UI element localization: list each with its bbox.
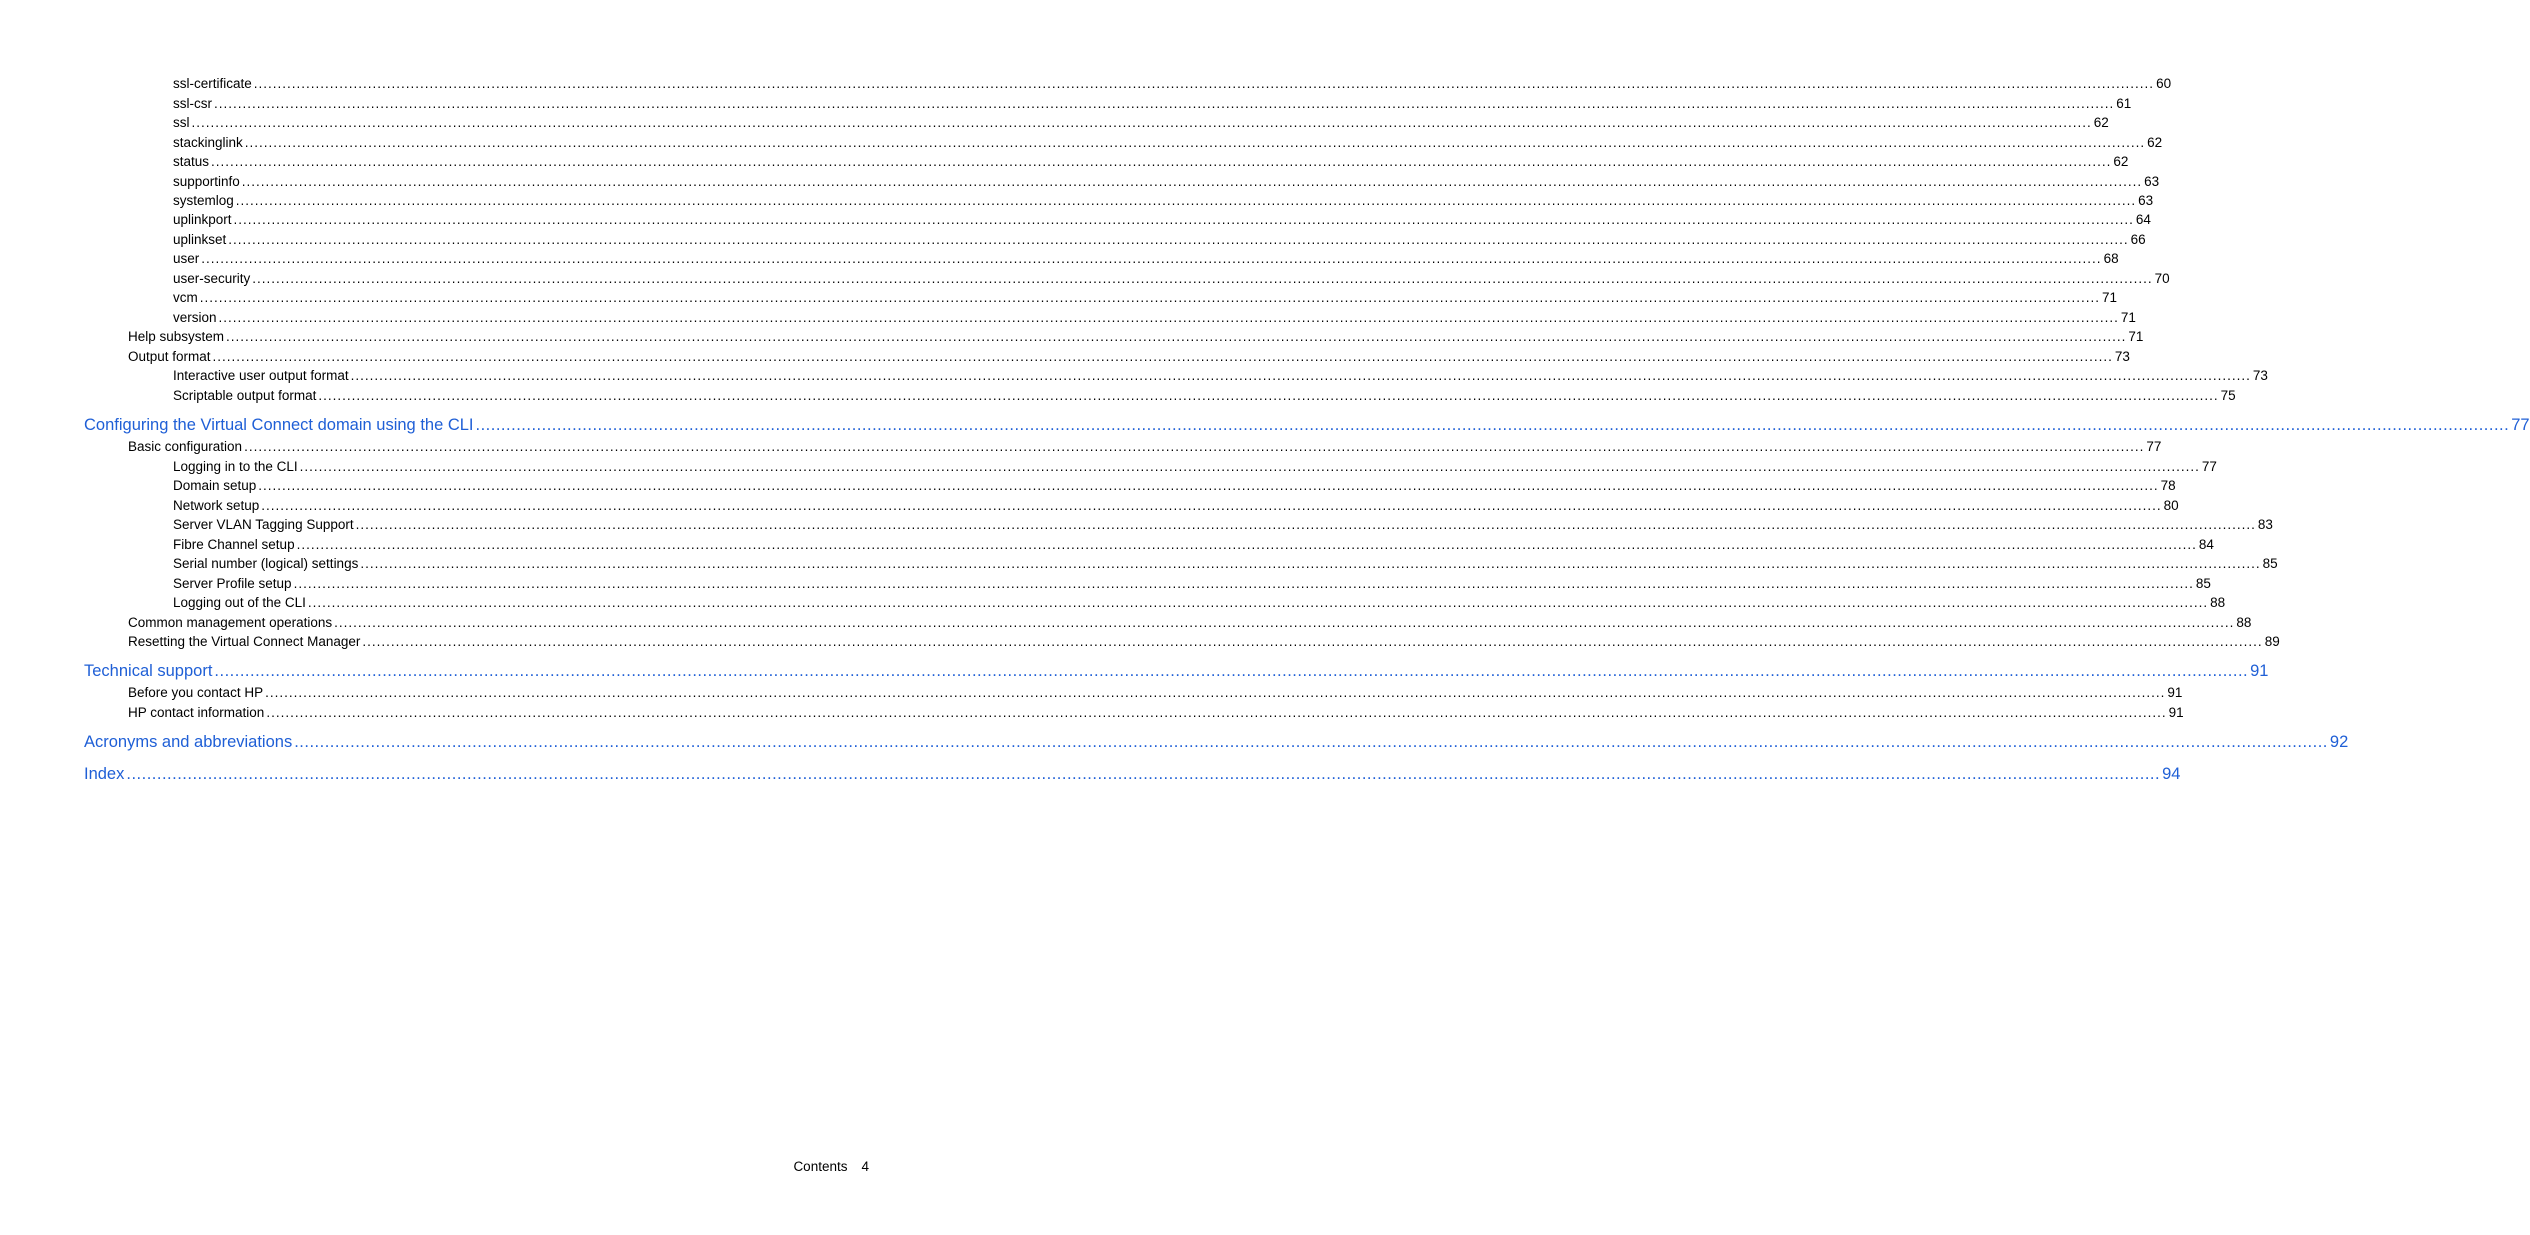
toc-entry-page: 94 [2162,765,2181,783]
toc-entry-title: Help subsystem [128,329,225,344]
toc-dot-leader: ................................................................................................................................................................................................................................................................................................................................................................................................................ [362,634,2263,649]
toc-entry[interactable] [84,733,2349,752]
toc-entry-title: status [173,154,210,169]
toc-dot-leader: ................................................................................................................................................................................................................................................................................................................................................................................................................ [228,232,2129,247]
toc-entry[interactable] [128,705,2184,720]
toc-entry[interactable] [173,154,2129,169]
toc-entry[interactable] [173,251,2119,266]
toc-entry-title: Common management operations [128,615,333,630]
toc-entry[interactable] [173,388,2236,403]
toc-entry[interactable] [173,271,2170,286]
toc-entry-page: 73 [2252,368,2268,383]
toc-entry-page: 77 [2511,416,2530,434]
toc-dot-leader: ................................................................................................................................................................................................................................................................................................................................................................................................................ [244,135,2146,150]
toc-dot-leader: ................................................................................................................................................................................................................................................................................................................................................................................................................ [191,115,2092,130]
toc-entry-title: Server Profile setup [173,576,292,591]
toc-entry-page: 71 [2120,310,2136,325]
toc-dot-leader: ................................................................................................................................................................................................................................................................................................................................................................................................................ [126,765,2161,783]
toc-entry-page: 92 [2329,733,2349,751]
toc-entry[interactable] [173,478,2176,493]
toc-entry[interactable] [173,174,2160,189]
toc-entry-title: Acronyms and abbreviations [84,733,293,751]
toc-entry-page: 77 [2201,459,2217,474]
toc-entry-title: HP contact information [128,705,265,720]
toc-entry-title: Interactive user output format [173,368,349,383]
toc-entry[interactable] [173,310,2136,325]
toc-entry-page: 62 [2093,115,2109,130]
toc-entry[interactable] [173,368,2268,383]
toc-entry-page: 88 [2236,615,2252,630]
footer-label: Contents [793,1159,848,1174]
toc-dot-leader: ................................................................................................................................................................................................................................................................................................................................................................................................................ [261,498,2162,513]
toc-entry-title: Scriptable output format [173,388,317,403]
toc-entry-page: 85 [2262,556,2278,571]
toc-entry-title: Server VLAN Tagging Support [173,517,354,532]
toc-entry-title: Before you contact HP [128,685,264,700]
toc-entry[interactable] [173,193,2154,208]
toc-dot-leader: ................................................................................................................................................................................................................................................................................................................................................................................................................ [265,685,2166,700]
toc-entry-title: systemlog [173,193,234,208]
toc-entry-page: 78 [2160,478,2176,493]
toc-entry-page: 91 [2167,685,2183,700]
toc-entry-page: 71 [2102,290,2118,305]
toc-entry-title: Logging out of the CLI [173,595,306,610]
toc-dot-leader: ................................................................................................................................................................................................................................................................................................................................................................................................................ [241,174,2143,189]
toc-entry-page: 64 [2135,212,2151,227]
toc-entry[interactable] [173,576,2211,591]
toc-entry-page: 63 [2138,193,2154,208]
toc-dot-leader: ................................................................................................................................................................................................................................................................................................................................................................................................................ [318,388,2219,403]
toc-dot-leader: ................................................................................................................................................................................................................................................................................................................................................................................................................ [334,615,2235,630]
toc-dot-leader: ................................................................................................................................................................................................................................................................................................................................................................................................................ [212,349,2113,364]
toc-dot-leader: ................................................................................................................................................................................................................................................................................................................................................................................................................ [294,733,2328,751]
toc-dot-leader: ................................................................................................................................................................................................................................................................................................................................................................................................................ [258,478,2159,493]
toc-entry[interactable] [128,634,2280,649]
toc-entry-page: 70 [2154,271,2170,286]
toc-dot-leader: ................................................................................................................................................................................................................................................................................................................................................................................................................ [299,459,2200,474]
toc-entry[interactable] [84,765,2181,784]
toc-dot-leader: ................................................................................................................................................................................................................................................................................................................................................................................................................ [355,517,2256,532]
toc-entry[interactable] [128,685,2183,700]
toc-entry-page: 88 [2210,595,2226,610]
toc-dot-leader: ................................................................................................................................................................................................................................................................................................................................................................................................................ [226,329,2127,344]
toc-entry-page: 83 [2257,517,2273,532]
toc-entry-title: Basic configuration [128,439,243,454]
toc-entry-title: ssl [173,115,190,130]
toc-entry-title: user-security [173,271,251,286]
toc-entry[interactable] [173,517,2273,532]
toc-entry-page: 62 [2113,154,2129,169]
toc-entry-page: 60 [2156,76,2172,91]
toc-entry-page: 71 [2128,329,2144,344]
toc-entry-page: 84 [2198,537,2214,552]
toc-dot-leader: ................................................................................................................................................................................................................................................................................................................................................................................................................ [233,212,2134,227]
toc-dot-leader: ................................................................................................................................................................................................................................................................................................................................................................................................................ [235,193,2137,208]
toc-dot-leader: ................................................................................................................................................................................................................................................................................................................................................................................................................ [293,576,2194,591]
toc-entry-title: Serial number (logical) settings [173,556,359,571]
toc-dot-leader: ................................................................................................................................................................................................................................................................................................................................................................................................................ [360,556,2261,571]
toc-entry-title: Configuring the Virtual Connect domain using the CLI [84,416,474,434]
toc-entry-title: user [173,251,200,266]
toc-entry-title: Logging in to the CLI [173,459,298,474]
toc-entry-title: stackinglink [173,135,243,150]
toc-entry-title: ssl-certificate [173,76,252,91]
toc-entry-title: uplinkport [173,212,232,227]
toc-entry-title: version [173,310,217,325]
toc-entry[interactable] [173,498,2179,513]
toc-entry-page: 61 [2116,96,2132,111]
toc-entry[interactable] [173,595,2226,610]
toc-dot-leader: ................................................................................................................................................................................................................................................................................................................................................................................................................ [266,705,2167,720]
toc-entry-title: Output format [128,349,211,364]
toc-entry-page: 63 [2144,174,2160,189]
toc-entry[interactable] [84,416,2530,435]
toc-entry[interactable] [128,615,2252,630]
toc-entry[interactable] [173,96,2132,111]
toc-dot-leader: ................................................................................................................................................................................................................................................................................................................................................................................................................ [244,439,2145,454]
toc-entry[interactable] [173,290,2118,305]
toc-dot-leader: ................................................................................................................................................................................................................................................................................................................................................................................................................ [218,310,2119,325]
toc-dot-leader: ................................................................................................................................................................................................................................................................................................................................................................................................................ [199,290,2101,305]
toc-entry-page: 66 [2130,232,2146,247]
toc-entry[interactable] [173,135,2163,150]
toc-entry[interactable] [128,439,2162,454]
toc-entry-title: uplinkset [173,232,227,247]
toc-entry-title: Network setup [173,498,260,513]
toc-dot-leader: ................................................................................................................................................................................................................................................................................................................................................................................................................ [307,595,2209,610]
toc-entry[interactable] [173,537,2214,552]
page-footer [793,1159,869,1174]
toc-entry-title: Domain setup [173,478,257,493]
toc-entry-page: 75 [2220,388,2236,403]
toc-dot-leader: ................................................................................................................................................................................................................................................................................................................................................................................................................ [253,76,2155,91]
toc-entry-page: 77 [2146,439,2162,454]
footer-page-number: 4 [861,1159,869,1174]
toc-entry[interactable] [173,212,2151,227]
toc-dot-leader: ................................................................................................................................................................................................................................................................................................................................................................................................................ [201,251,2102,266]
toc-entry-title: supportinfo [173,174,240,189]
toc-entry[interactable] [84,662,2269,681]
toc-entry[interactable] [128,349,2130,364]
toc-dot-leader: ................................................................................................................................................................................................................................................................................................................................................................................................................ [252,271,2153,286]
toc-dot-leader: ................................................................................................................................................................................................................................................................................................................................................................................................................ [211,154,2112,169]
toc-dot-leader: ................................................................................................................................................................................................................................................................................................................................................................................................................ [214,96,2115,111]
toc-dot-leader: ................................................................................................................................................................................................................................................................................................................................................................................................................ [475,416,2510,434]
toc-entry[interactable] [173,76,2172,91]
toc-dot-leader: ................................................................................................................................................................................................................................................................................................................................................................................................................ [350,368,2251,383]
toc-entry[interactable] [173,459,2217,474]
toc-entry-page: 91 [2250,662,2269,680]
toc-entry-page: 85 [2195,576,2211,591]
toc-entry-page: 62 [2147,135,2163,150]
toc-entry-title: Fibre Channel setup [173,537,295,552]
toc-entry-page: 73 [2114,349,2130,364]
toc-entry-title: Technical support [84,662,213,680]
toc-entry-title: vcm [173,290,198,305]
toc-entry-page: 80 [2163,498,2179,513]
toc-entry-page: 89 [2264,634,2280,649]
toc-entry-title: ssl-csr [173,96,212,111]
toc-entry[interactable] [173,232,2146,247]
toc-entry-title: Resetting the Virtual Connect Manager [128,634,361,649]
toc-dot-leader: ................................................................................................................................................................................................................................................................................................................................................................................................................ [214,662,2249,680]
toc-entry-page: 68 [2103,251,2119,266]
toc-entry[interactable] [173,115,2109,130]
toc-entry-page: 91 [2168,705,2184,720]
toc-entry-title: Index [84,765,125,783]
toc-dot-leader: ................................................................................................................................................................................................................................................................................................................................................................................................................ [296,537,2197,552]
toc-entry[interactable] [128,329,2144,344]
toc-entry[interactable] [173,556,2278,571]
